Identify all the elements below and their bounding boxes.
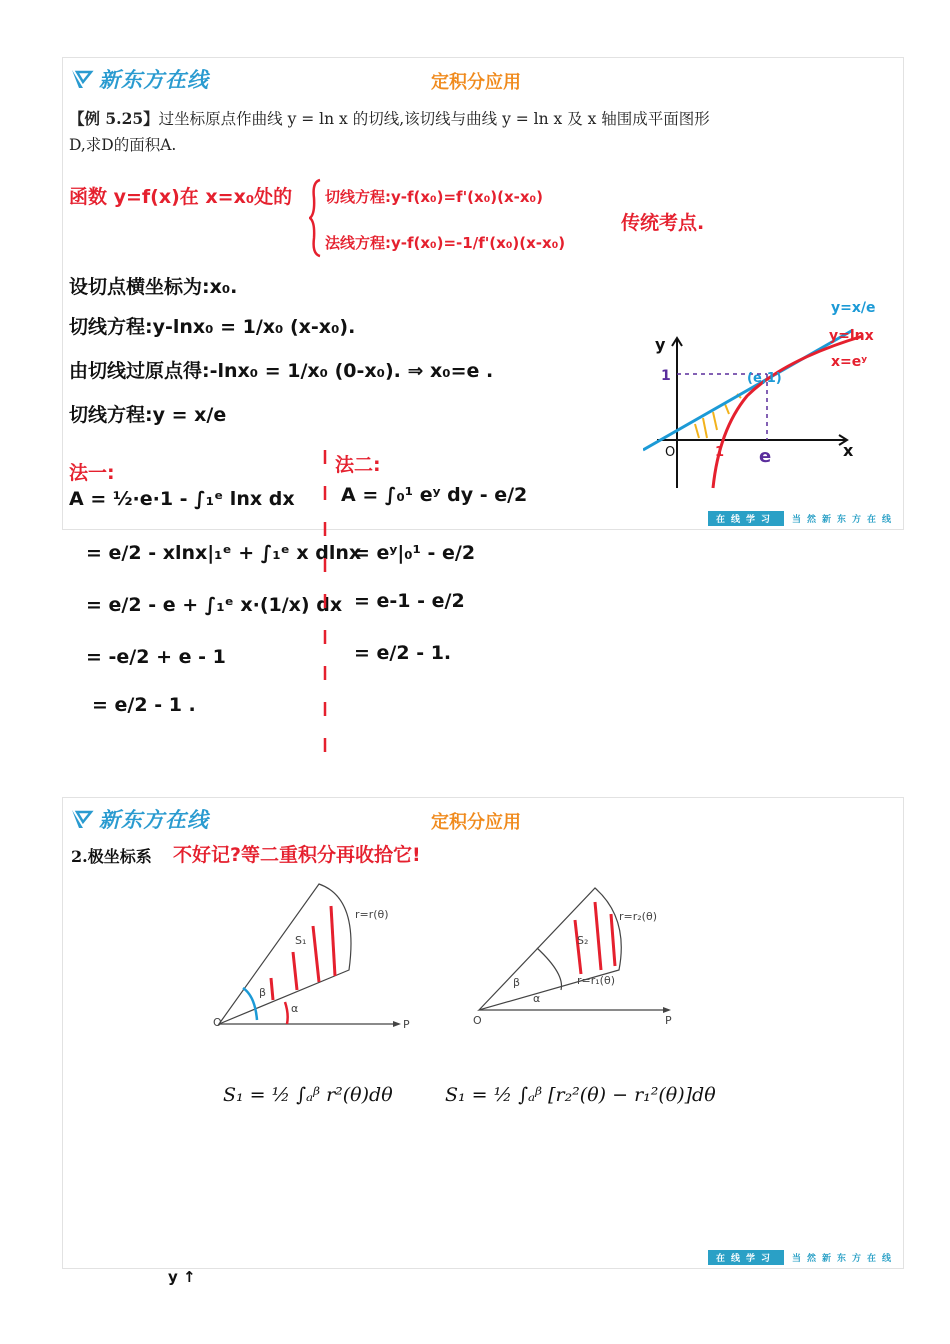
example-text-1: 过坐标原点作曲线 y = ln x 的切线,该切线与曲线 y = ln x 及 x 轴围成平面图形 xyxy=(158,110,710,128)
graph-tick-1: 1 xyxy=(715,445,725,460)
brand-mark-icon xyxy=(69,806,97,832)
brand-logo-2 xyxy=(69,802,209,836)
method-2-line-4: = e/2 - 1. xyxy=(354,642,452,664)
fig2-outer-curve-label: r=r₂(θ) xyxy=(619,910,657,923)
graph-tick-y-1: 1 xyxy=(661,368,671,384)
fig2-ray-label: P xyxy=(665,1014,672,1027)
fig2-origin-label: O xyxy=(473,1014,482,1027)
graph-tick-e: e xyxy=(759,446,772,467)
graph-origin-label: O xyxy=(665,445,676,460)
method-divider xyxy=(318,450,332,770)
slide-footer xyxy=(708,511,897,526)
brand-name: 新东方在线 xyxy=(99,68,209,92)
brand-logo xyxy=(69,62,209,96)
brand-mark-icon xyxy=(69,66,97,92)
polar-figure-2 xyxy=(469,878,689,1028)
note-normal-equation: 法线方程:y-f(x₀)=-1/f'(x₀)(x-x₀) xyxy=(325,234,566,252)
fig1-beta-label: β xyxy=(259,986,267,999)
fig1-ray-label: P xyxy=(403,1018,410,1028)
fig1-ray-arrow-icon xyxy=(393,1021,401,1027)
note-tangent-intro: 函数 y=f(x)在 x=x₀处的 xyxy=(69,186,293,208)
fig1-curve-label: r=r(θ) xyxy=(355,908,389,921)
fig1-origin-label: O xyxy=(213,1016,222,1028)
example-label: 【例 5.25】 xyxy=(69,109,159,128)
step-1: 设切点横坐标为:x₀. xyxy=(69,276,238,298)
section-title-2: 定积分应用 xyxy=(431,812,521,833)
graph-tangent-label: y=x/e xyxy=(831,300,876,316)
method-2-line-2: = eʸ|₀¹ - e/2 xyxy=(354,542,476,564)
slide-polar-area xyxy=(62,797,904,1269)
graph-point-label: (e,1) xyxy=(747,371,782,386)
method-1-line-2: = e/2 - xlnx|₁ᵉ + ∫₁ᵉ x dlnx xyxy=(86,542,362,564)
tangent-line xyxy=(643,330,853,450)
brand-name-2: 新东方在线 xyxy=(99,808,209,832)
fig2-alpha-label: α xyxy=(533,992,541,1005)
formula-1: S₁ = ½ ∫ₐᵝ r²(θ)dθ xyxy=(223,1084,393,1106)
footer-slogan: 当然新东方在线 xyxy=(791,515,897,525)
fig2-region-label: S₂ xyxy=(577,934,589,947)
polar-remark: 不好记?等二重积分再收拾它! xyxy=(173,844,421,866)
note-tangent-equation: 切线方程:y-f(x₀)=f'(x₀)(x-x₀) xyxy=(325,188,543,206)
method-1-title: 法一: xyxy=(69,462,115,484)
brace-icon xyxy=(309,178,323,258)
example-statement xyxy=(69,106,889,158)
footer-band-2: 在线学习 xyxy=(708,1250,784,1265)
method-2-title: 法二: xyxy=(335,454,381,476)
slide-footer-2 xyxy=(708,1250,897,1265)
section-title: 定积分应用 xyxy=(431,72,521,93)
method-2-line-1: A = ∫₀¹ eʸ dy - e/2 xyxy=(341,484,528,506)
example-line-1 xyxy=(69,106,889,132)
formula-2: S₁ = ½ ∫ₐᵝ [r₂²(θ) − r₁²(θ)]dθ xyxy=(445,1084,716,1106)
fig1-beta-arc xyxy=(243,988,257,1020)
graph-y-label: y xyxy=(655,335,666,354)
method-1-line-4: = -e/2 + e - 1 xyxy=(86,646,226,668)
graph-x-label: x xyxy=(843,441,854,460)
step-2: 切线方程:y-lnx₀ = 1/x₀ (x-x₀). xyxy=(69,316,356,338)
graph-ln-label: y=lnx xyxy=(829,328,874,344)
method-1-line-1: A = ½·e·1 - ∫₁ᵉ lnx dx xyxy=(69,488,295,510)
fig1-alpha-arc xyxy=(285,1002,288,1024)
tangent-graph xyxy=(643,290,901,498)
fig1-region-label: S₁ xyxy=(295,934,307,947)
fig2-beta-label: β xyxy=(513,976,521,989)
fig2-ray-arrow-icon xyxy=(663,1007,671,1013)
example-line-2: D,求D的面积A. xyxy=(69,136,177,154)
fig1-alpha-label: α xyxy=(291,1002,299,1015)
fig2-inner-curve-label: r=r₁(θ) xyxy=(577,974,615,987)
polar-section-label: 2.极坐标系 xyxy=(71,847,152,866)
step-3: 由切线过原点得:-lnx₀ = 1/x₀ (0-x₀). ⇒ x₀=e . xyxy=(69,360,494,382)
bottom-fragment: y ↑ xyxy=(168,1268,196,1286)
fig1-hatching xyxy=(271,906,335,1000)
note-remark: 传统考点. xyxy=(621,212,705,234)
method-1-line-3: = e/2 - e + ∫₁ᵉ x·(1/x) dx xyxy=(86,594,343,616)
slide-tangent-area xyxy=(62,57,904,530)
polar-figure-1 xyxy=(209,878,419,1028)
step-4: 切线方程:y = x/e xyxy=(69,404,227,426)
fig2-inner-curve xyxy=(537,948,562,990)
footer-slogan-2: 当然新东方在线 xyxy=(791,1254,897,1264)
method-2-line-3: = e-1 - e/2 xyxy=(354,590,465,612)
method-1-line-5: = e/2 - 1 . xyxy=(92,694,196,716)
graph-exp-label: x=eʸ xyxy=(831,354,868,370)
footer-band: 在线学习 xyxy=(708,511,784,526)
